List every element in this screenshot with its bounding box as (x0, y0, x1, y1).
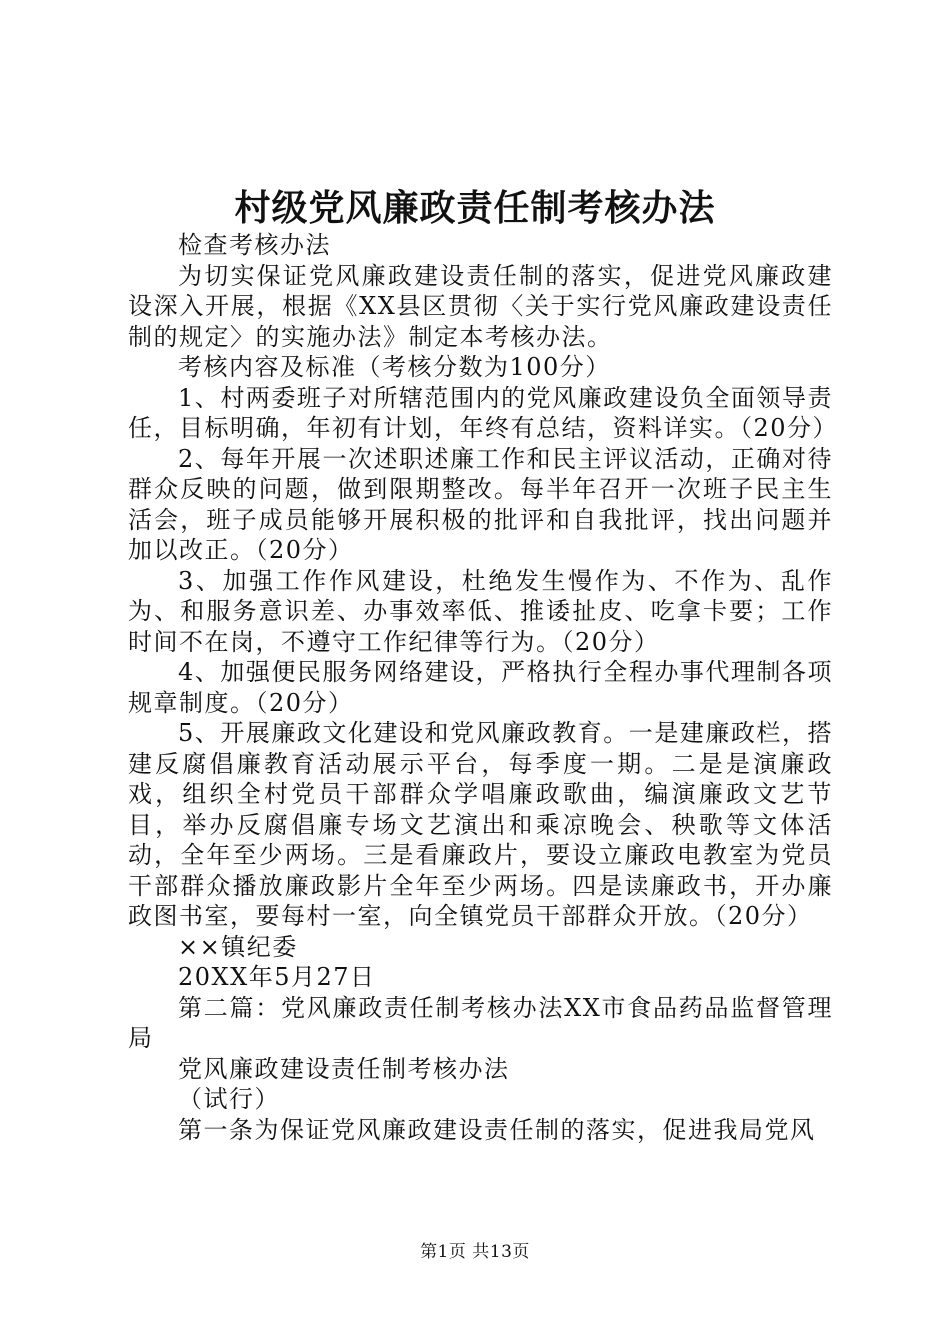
paragraph-item-1: 1、村两委班子对所辖范围内的党风廉政建设负全面领导责任，目标明确，年初有计划，年终有总结，资料详实。（20分） (128, 383, 839, 442)
paragraph-item-5: 5、开展廉政文化建设和党风廉政教育。一是建廉政栏，搭建反腐倡廉教育活动展示平台，每季度一期。二是是演廉政戏，组织全村党员干部群众学唱廉政歌曲，编演廉政文艺节目，举办反腐倡廉专场文艺演出和乘凉晚会、秧歌等文体活动，全年至少两场。三是看廉政片，要设立廉政电教室为党员干部群众播放廉政影片全年至少两场。四是读廉政书，开办廉政图书室，要每村一室，向全镇党员干部群众开放。（20分） (128, 719, 833, 930)
paragraph-trial-note: （试行） (178, 1085, 280, 1113)
paragraph-item-3: 3、加强工作作风建设，杜绝发生慢作为、不作为、乱作为、和服务意识差、办事效率低、推诿扯皮、吃拿卡要；工作时间不在岗，不遵守工作纪律等行为。（20分） (128, 566, 833, 656)
paragraph-signature: ××镇纪委 (178, 932, 298, 961)
paragraph-date: 20XX年5月27日 (178, 963, 376, 991)
paragraph-item-4: 4、加强便民服务网络建设，严格执行全程办事代理制各项规章制度。（20分） (128, 658, 833, 717)
paragraph-item-2: 2、每年开展一次述职述廉工作和民主评议活动，正确对待群众反映的问题，做到限期整改。每半年召开一次班子民主生活会，班子成员能够开展积极的批评和自我批评，找出问题并加以改正。（20分） (128, 444, 833, 564)
paragraph-second-part-title: 党风廉政建设责任制考核办法 (178, 1054, 510, 1083)
paragraph-check-method: 检查考核办法 (178, 231, 331, 259)
paragraph-intro: 为切实保证党风廉政建设责任制的落实，促进党风廉政建设深入开展，根据《XX县区贯彻〈关于实行党风廉政建设责任制的规定〉的实施办法》制定本考核办法。 (128, 261, 833, 351)
page-number-footer: 第1页 共13页 (420, 1242, 530, 1262)
paragraph-article-1: 第一条为保证党风廉政建设责任制的落实，促进我局党风 (178, 1115, 816, 1144)
document-title: 村级党风廉政责任制考核办法 (234, 187, 716, 229)
paragraph-second-part-heading: 第二篇：党风廉政责任制考核办法XX市食品药品监督管理局 (128, 993, 833, 1052)
paragraph-criteria-heading: 考核内容及标准（考核分数为100分） (178, 353, 611, 381)
document-body (128, 230, 839, 1145)
